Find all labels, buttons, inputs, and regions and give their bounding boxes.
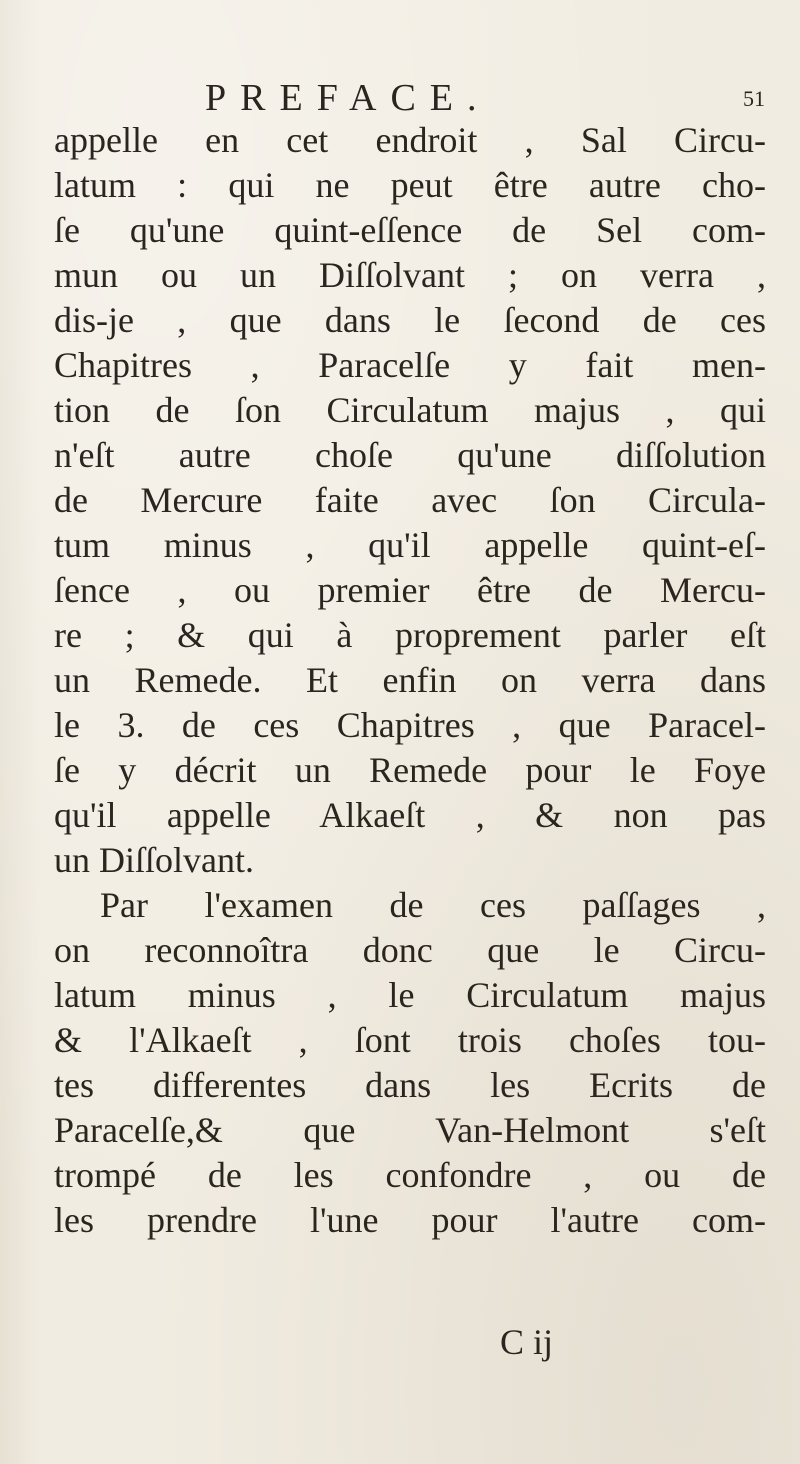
- text-line: latum minus , le Circulatum majus: [54, 975, 766, 1015]
- text-line: & l'Alkaeſt , ſont trois choſes tou-: [54, 1020, 766, 1060]
- text-line: ſence , ou premier être de Mercu-: [54, 570, 766, 610]
- text-line: les prendre l'une pour l'autre com-: [54, 1200, 766, 1240]
- text-line: qu'il appelle Alkaeſt , & non pas: [54, 795, 766, 835]
- text-line: n'eſt autre choſe qu'une diſſolution: [54, 435, 766, 475]
- text-line: on reconnoîtra donc que le Circu-: [54, 930, 766, 970]
- text-line: tes differentes dans les Ecrits de: [54, 1065, 766, 1105]
- signature-mark: C ij: [500, 1322, 554, 1362]
- text-line: mun ou un Diſſolvant ; on verra ,: [54, 255, 766, 295]
- text-line: ſe qu'une quint-eſſence de Sel com-: [54, 210, 766, 250]
- text-line: appelle en cet endroit , Sal Circu-: [54, 120, 766, 160]
- text-line: trompé de les confondre , ou de: [54, 1155, 766, 1195]
- running-title: PREFACE.: [205, 77, 491, 119]
- text-line: un Diſſolvant.: [54, 840, 254, 880]
- text-line: Chapitres , Paracelſe y fait men-: [54, 345, 766, 385]
- text-line: ſe y décrit un Remede pour le Foye: [54, 750, 766, 790]
- page-number: 51: [743, 86, 765, 111]
- text-line: Par l'examen de ces paſſages ,: [100, 885, 766, 925]
- text-line: latum : qui ne peut être autre cho-: [54, 165, 766, 205]
- text-line: Paracelſe,& que Van-Helmont s'eſt: [54, 1110, 766, 1150]
- body-text: [54, 118, 766, 1243]
- text-line: tum minus , qu'il appelle quint-eſ-: [54, 525, 766, 565]
- text-line: re ; & qui à proprement parler eſt: [54, 615, 766, 655]
- text-line: tion de ſon Circulatum majus , qui: [54, 390, 766, 430]
- text-line: de Mercure faite avec ſon Circula-: [54, 480, 766, 520]
- text-line: un Remede. Et enfin on verra dans: [54, 660, 766, 700]
- page-header: [205, 78, 765, 118]
- text-line: le 3. de ces Chapitres , que Paracel-: [54, 705, 766, 745]
- text-line: dis-je , que dans le ſecond de ces: [54, 300, 766, 340]
